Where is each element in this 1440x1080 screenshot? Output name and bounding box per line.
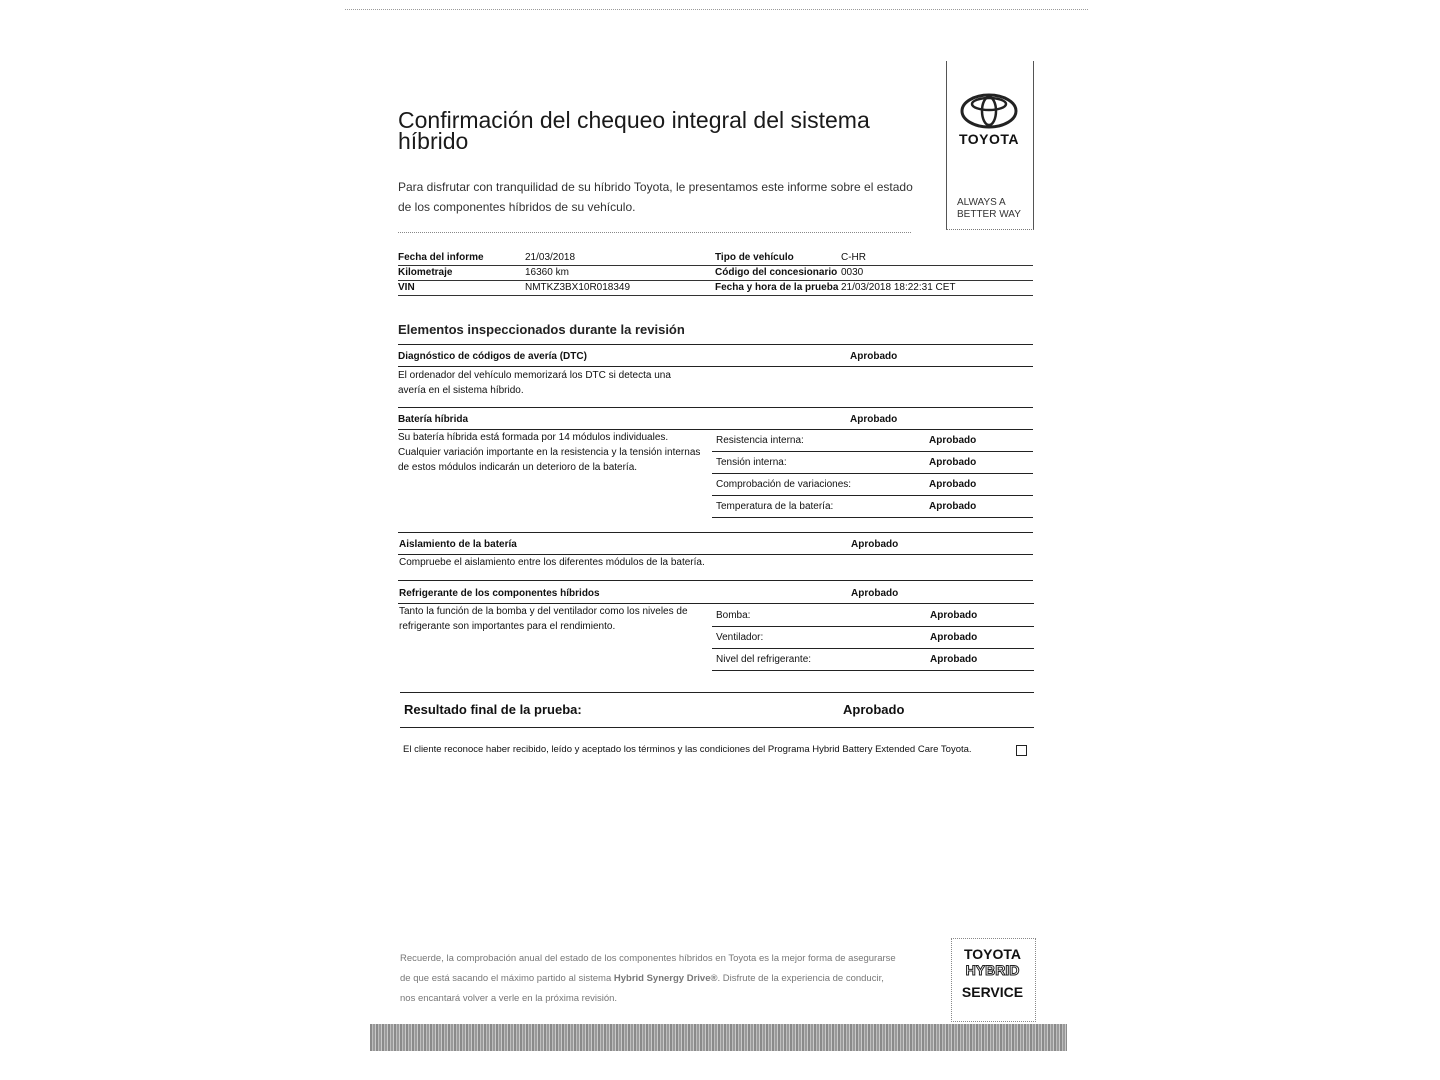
tagline-line-2: BETTER WAY xyxy=(957,209,1021,220)
page-title: Confirmación del chequeo integral del sistema híbrido xyxy=(398,107,870,154)
info-value: C-HR xyxy=(841,252,866,263)
info-label: Tipo de vehículo xyxy=(715,252,794,263)
info-value: 21/03/2018 xyxy=(525,252,576,263)
divider xyxy=(398,407,1033,408)
divider xyxy=(398,366,1033,367)
dtc-description xyxy=(398,368,698,398)
cooling-description xyxy=(399,604,704,634)
footer-line xyxy=(400,969,945,989)
divider xyxy=(712,670,1034,671)
info-row xyxy=(398,251,1033,266)
divider xyxy=(400,727,1034,728)
final-result-value: Aprobado xyxy=(843,702,905,717)
battery-check-value: Aprobado xyxy=(929,479,977,490)
info-label: VIN xyxy=(398,282,415,293)
isolation-status: Aprobado xyxy=(851,539,899,550)
isolation-title: Aislamiento de la batería xyxy=(399,539,517,550)
divider xyxy=(712,517,1033,518)
cooling-title: Refrigerante de los componentes híbridos xyxy=(399,588,600,599)
battery-check-value: Aprobado xyxy=(929,435,977,446)
divider xyxy=(400,692,1034,693)
dtc-status: Aprobado xyxy=(850,351,898,362)
divider xyxy=(712,473,1033,474)
dtc-description-line: El ordenador del vehículo memorizará los DTC si detecta una xyxy=(398,370,671,381)
info-value: 16360 km xyxy=(525,267,569,278)
vehicle-info-table xyxy=(398,251,1033,296)
divider xyxy=(398,532,1033,533)
tagline xyxy=(957,197,1021,221)
battery-status: Aprobado xyxy=(850,414,898,425)
cooling-check-value: Aprobado xyxy=(930,610,978,621)
battery-check-label: Resistencia interna: xyxy=(716,435,804,446)
dtc-description-line: avería en el sistema híbrido. xyxy=(398,385,524,396)
footer-segment: de que está sacando el máximo partido al sistema xyxy=(400,973,614,984)
intro-text: Para disfrutar con tranquilidad de su híbrido Toyota, le presentamos este informe sobre el estado de los componentes híbridos de su vehículo. xyxy=(398,180,913,214)
battery-check-value: Aprobado xyxy=(929,501,977,512)
footer-line: Recuerde, la comprobación anual del estado de los componentes híbridos en Toyota es la mejor forma de asegurarse xyxy=(400,953,896,964)
toyota-emblem-icon xyxy=(960,93,1018,129)
cooling-description-line: Tanto la función de la bomba y del ventilador como los niveles de xyxy=(399,606,688,617)
info-row xyxy=(398,281,1033,296)
info-value: 21/03/2018 18:22:31 CET xyxy=(841,282,956,293)
top-scan-edge xyxy=(345,9,1088,10)
battery-check-label: Comprobación de variaciones: xyxy=(716,479,852,490)
hybrid-synergy-drive: Hybrid Synergy Drive® xyxy=(613,973,718,984)
cooling-check-value: Aprobado xyxy=(930,632,978,643)
battery-description-line: Su batería híbrida está formada por 14 módulos individuales. xyxy=(398,432,669,443)
scan-edge-band xyxy=(370,1024,1067,1051)
cooling-check-label: Bomba: xyxy=(716,610,751,621)
info-label: Kilometraje xyxy=(398,267,453,278)
info-row xyxy=(398,266,1033,281)
info-value: 0030 xyxy=(841,267,864,278)
battery-check-value: Aprobado xyxy=(929,457,977,468)
divider xyxy=(712,451,1033,452)
battery-description-line: Cualquier variación importante en la resistencia y la tensión internas xyxy=(398,447,701,458)
service-logo-line-2: HYBRID xyxy=(965,962,1020,978)
dtc-title: Diagnóstico de códigos de avería (DTC) xyxy=(398,351,587,362)
acceptance-text: El cliente reconoce haber recibido, leído y aceptado los términos y las condiciones del Programa Hybrid Battery Extended Care Toyota. xyxy=(403,744,972,755)
divider xyxy=(398,580,1033,581)
header-divider xyxy=(398,232,911,233)
isolation-description: Compruebe el aislamiento entre los diferentes módulos de la batería. xyxy=(399,557,705,568)
footer-segment: . Disfrute de la experiencia de conducir, xyxy=(717,973,884,984)
footer-line: nos encantará volver a verle en la próxima revisión. xyxy=(400,993,618,1004)
battery-description-line: de estos módulos indicarán un deterioro de la batería. xyxy=(398,462,638,473)
divider xyxy=(712,648,1034,649)
divider xyxy=(398,344,1033,345)
divider xyxy=(712,626,1034,627)
service-logo-line-1: TOYOTA xyxy=(963,946,1022,962)
battery-description xyxy=(398,430,708,475)
cooling-description-line: refrigerante son importantes para el rendimiento. xyxy=(399,621,616,632)
battery-title: Batería híbrida xyxy=(398,414,469,425)
cooling-check-value: Aprobado xyxy=(930,654,978,665)
inspected-heading: Elementos inspeccionados durante la revisión xyxy=(398,322,685,337)
cooling-check-label: Nivel del refrigerante: xyxy=(716,654,812,665)
info-label: Fecha y hora de la prueba xyxy=(715,282,839,293)
footer-text xyxy=(400,949,945,1009)
cooling-check-label: Ventilador: xyxy=(716,632,764,643)
service-logo-line-3: SERVICE xyxy=(961,984,1024,1000)
toyota-wordmark: TOYOTA xyxy=(958,131,1020,147)
cooling-status: Aprobado xyxy=(851,588,899,599)
final-result-label: Resultado final de la prueba: xyxy=(404,702,582,717)
tagline-line-1: ALWAYS A xyxy=(957,197,1006,208)
battery-check-label: Temperatura de la batería: xyxy=(716,501,834,512)
info-value: NMTKZ3BX10R018349 xyxy=(525,282,631,293)
info-label: Código del concesionario xyxy=(715,267,838,278)
divider xyxy=(712,495,1033,496)
info-label: Fecha del informe xyxy=(398,252,484,263)
battery-check-label: Tensión interna: xyxy=(716,457,787,468)
acceptance-checkbox[interactable] xyxy=(1016,745,1027,756)
